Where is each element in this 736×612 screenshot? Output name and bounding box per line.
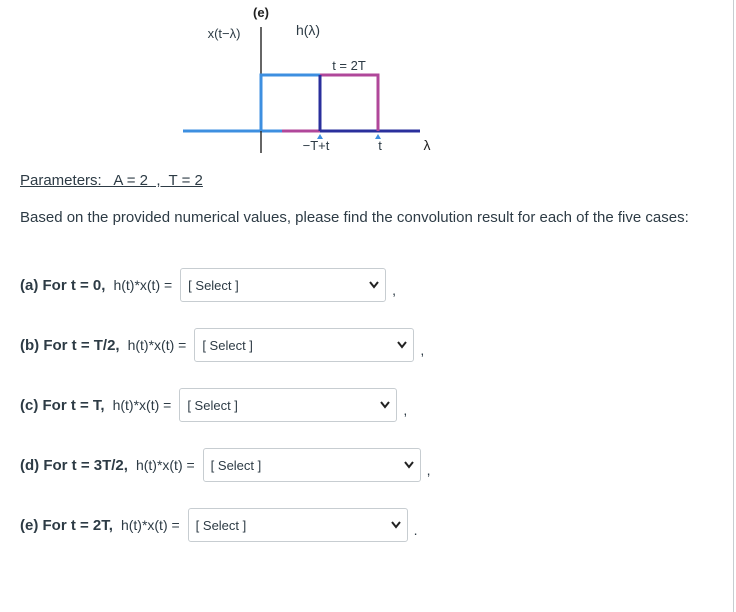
h-signal-pulse — [320, 75, 378, 131]
question-c-punct: , — [403, 402, 408, 418]
answer-select-a[interactable] — [180, 268, 386, 302]
answer-select-c-value: [ Select ] — [187, 397, 238, 413]
convolution-figure — [0, 0, 736, 165]
instructions-text: Based on the provided numerical values, please find the convolution result for each of the five cases: — [20, 209, 689, 226]
chevron-down-icon — [369, 281, 379, 289]
chevron-down-icon — [397, 341, 407, 349]
answer-select-c[interactable] — [179, 388, 397, 422]
question-a — [20, 266, 396, 304]
question-c-label: (c) For t = T, — [20, 396, 105, 414]
question-e — [20, 506, 418, 544]
neg-t-label: −T+t — [302, 138, 330, 153]
question-a-label: (a) For t = 0, — [20, 276, 106, 294]
t-eq-label: t = 2T — [332, 58, 366, 73]
chevron-down-icon — [404, 461, 414, 469]
question-d-label: (d) For t = 3T/2, — [20, 456, 128, 474]
question-b-expression: h(t)*x(t) = — [127, 337, 187, 353]
question-b-punct: , — [420, 342, 425, 358]
answer-select-a-value: [ Select ] — [188, 277, 239, 293]
question-d-expression: h(t)*x(t) = — [135, 457, 195, 473]
question-b — [20, 326, 424, 364]
question-e-label: (e) For t = 2T, — [20, 516, 113, 534]
chevron-down-icon — [380, 401, 390, 409]
question-a-punct: , — [392, 282, 397, 298]
question-b-label: (b) For t = T/2, — [20, 336, 120, 354]
panel-label: (e) — [253, 5, 269, 20]
answer-select-e[interactable] — [188, 508, 408, 542]
lambda-label: λ — [423, 137, 431, 153]
x-signal-label: x(t−λ) — [207, 26, 241, 41]
parameters-line: Parameters: A = 2 , T = 2 — [20, 172, 203, 189]
x-signal-pulse — [261, 75, 320, 131]
question-d-punct: , — [426, 462, 431, 478]
question-d — [20, 446, 431, 484]
question-e-expression: h(t)*x(t) = — [120, 517, 180, 533]
chevron-down-icon — [391, 521, 401, 529]
answer-select-b[interactable] — [194, 328, 414, 362]
question-c — [20, 386, 407, 424]
h-signal-label: h(λ) — [295, 22, 321, 38]
answer-select-d-value: [ Select ] — [210, 457, 262, 473]
answer-select-e-value: [ Select ] — [195, 517, 247, 533]
question-c-expression: h(t)*x(t) = — [112, 397, 172, 413]
answer-select-d[interactable] — [203, 448, 421, 482]
question-a-expression: h(t)*x(t) = — [113, 277, 173, 293]
t-label: t — [378, 138, 382, 153]
answer-select-b-value: [ Select ] — [202, 337, 253, 353]
question-e-punct: . — [413, 522, 418, 538]
